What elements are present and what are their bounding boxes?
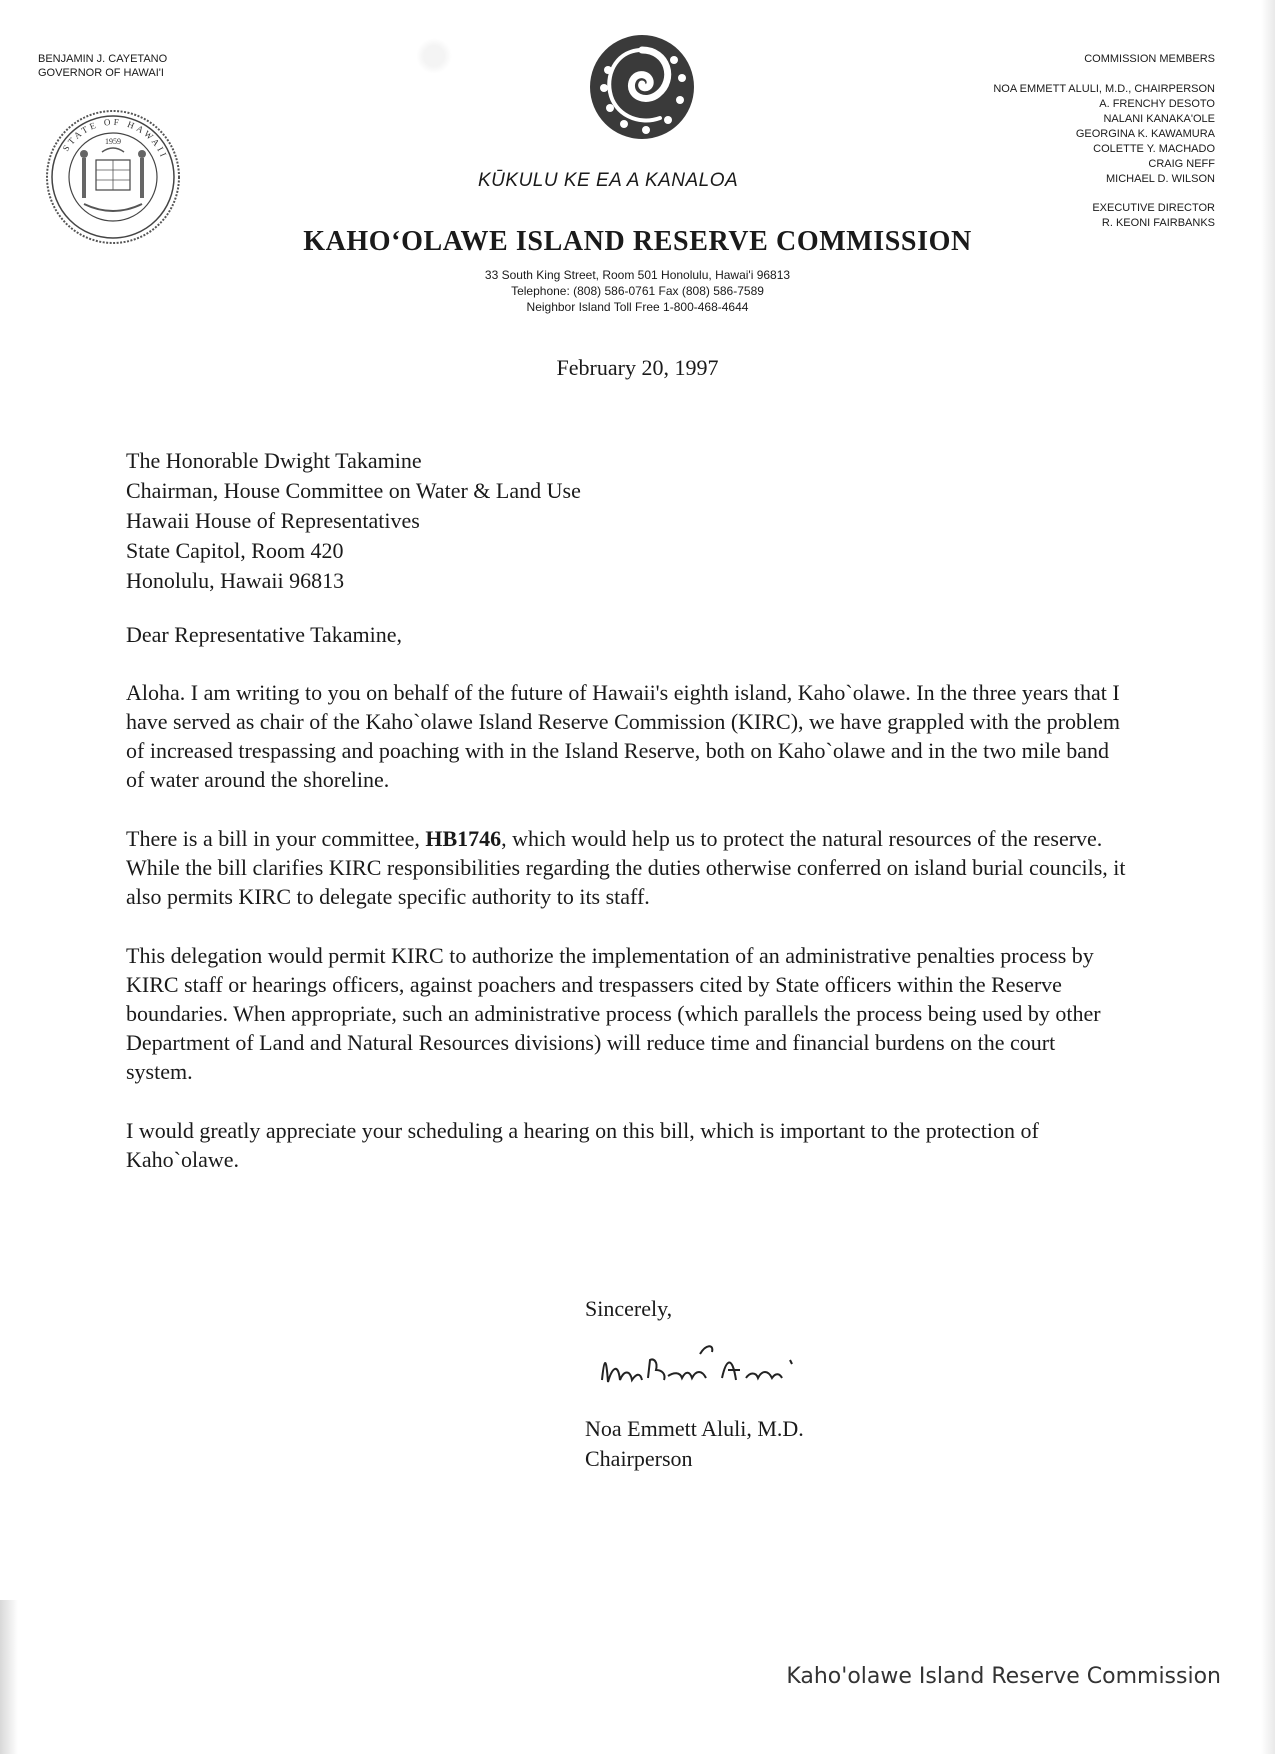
closing: Sincerely,	[585, 1296, 673, 1321]
executive-name: R. KEONI FAIRBANKS	[1101, 217, 1215, 229]
handwritten-signature-icon	[596, 1340, 836, 1400]
paragraph-text: , which would help us to protect the natural resources of the reserve. While the bill clarifies KIRC responsibilities regarding the duties otherwise conferred on island burial councils, it also permits KIRC to delegate specific authority to its staff.	[126, 826, 1126, 909]
commission-members	[915, 52, 1215, 231]
seal-year: 1959	[105, 137, 121, 146]
organization-address-block	[300, 267, 975, 315]
footer-watermark: Kaho'olawe Island Reserve Commission	[786, 1664, 1221, 1689]
recipient-block	[126, 446, 581, 596]
scan-speck	[416, 38, 452, 74]
member-line: A. FRENCHY DESOTO	[1099, 98, 1215, 110]
phone-line: Telephone: (808) 586-0761 Fax (808) 586-7589	[511, 284, 764, 298]
member-line: CRAIG NEFF	[1148, 158, 1215, 170]
governor-name: BENJAMIN J. CAYETANO	[38, 53, 168, 65]
governor-block	[38, 52, 167, 80]
signer-block	[585, 1414, 804, 1474]
recipient-line: Honolulu, Hawaii 96813	[126, 568, 345, 593]
recipient-line: Hawaii House of Representatives	[126, 508, 420, 533]
signer-name: Noa Emmett Aluli, M.D.	[585, 1416, 804, 1441]
bill-number: HB1746	[425, 826, 502, 851]
member-line: MICHAEL D. WILSON	[1106, 173, 1215, 185]
paragraph: Aloha. I am writing to you on behalf of the future of Hawaii's eighth island, Kaho`olawe. In the three years that I have served as chair of the Kaho`olawe Island Reserve Commission (KIRC), we have grappled with the problem of increased trespassing and poaching with in the Island Reserve, both on Kaho`olawe and in the two mile band of water around the shoreline.	[126, 680, 1120, 792]
member-line: NOA EMMETT ALULI, M.D., CHAIRPERSON	[993, 83, 1215, 95]
toll-free-line: Neighbor Island Toll Free 1-800-468-4644	[526, 300, 749, 314]
paragraph-text: There is a bill in your committee,	[126, 826, 426, 851]
spiral-logo-icon	[588, 30, 696, 148]
seal-ring-text: STATE OF HAWAII	[60, 116, 170, 161]
member-line: COLETTE Y. MACHADO	[1093, 143, 1215, 155]
paragraph: I would greatly appreciate your scheduling a hearing on this bill, which is important to the protection of Kaho`olawe.	[126, 1118, 1039, 1172]
letter-body	[126, 678, 1126, 1204]
state-seal-icon	[44, 108, 182, 246]
letter-date: February 20, 1997	[556, 355, 719, 380]
scan-edge	[1261, 0, 1275, 1754]
salutation: Dear Representative Takamine,	[126, 622, 402, 647]
executive-title: EXECUTIVE DIRECTOR	[1092, 202, 1215, 214]
paragraph	[126, 824, 1126, 911]
member-line: GEORGINA K. KAWAMURA	[1075, 128, 1215, 140]
governor-title: GOVERNOR OF HAWAI'I	[38, 67, 164, 79]
signer-title: Chairperson	[585, 1446, 693, 1471]
organization-name: KAHO‘OLAWE ISLAND RESERVE COMMISSION	[303, 226, 972, 257]
commission-header: COMMISSION MEMBERS	[1084, 53, 1215, 65]
recipient-line: Chairman, House Committee on Water & Land Use	[126, 478, 581, 503]
address-line: 33 South King Street, Room 501 Honolulu, Hawai'i 96813	[484, 268, 791, 282]
recipient-line: State Capitol, Room 420	[126, 538, 344, 563]
recipient-line: The Honorable Dwight Takamine	[126, 448, 422, 473]
scan-shadow	[0, 1600, 18, 1754]
member-line: NALANI KANAKA'OLE	[1103, 113, 1215, 125]
motto: KŪKULU KE EA A KANALOA	[478, 170, 739, 191]
paragraph: This delegation would permit KIRC to authorize the implementation of an administrative penalties process by KIRC staff or hearings officers, against poachers and trespassers cited by State officers within the Reserve boundaries. When appropriate, such an administrative process (which parallels the process being used by other Department of Land and Natural Resources divisions) will reduce time and financial burdens on the court system.	[126, 943, 1101, 1084]
